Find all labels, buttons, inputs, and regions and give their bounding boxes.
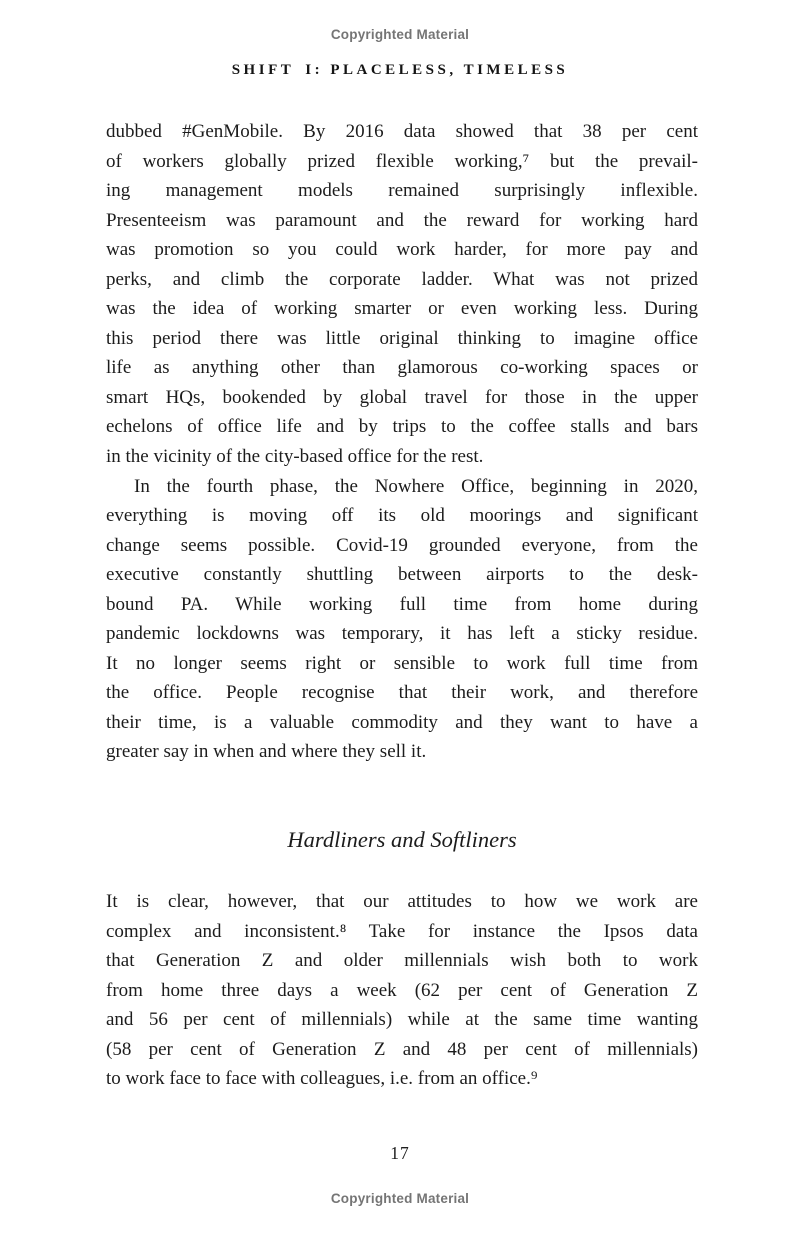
- text-line: of workers globally prized flexible working,⁷ but the prevail-: [106, 150, 698, 172]
- text-line: from home three days a week (62 per cent of Generation Z: [106, 979, 698, 1001]
- text-line: was the idea of working smarter or even working less. During: [106, 298, 698, 320]
- text-line: this period there was little original thinking to imagine office: [106, 327, 698, 349]
- text-line: dubbed #GenMobile. By 2016 data showed that 38 per cent: [106, 121, 698, 142]
- text-line: was promotion so you could work harder, for more pay and: [106, 239, 698, 261]
- paragraph: [106, 887, 698, 1094]
- paragraph: [106, 117, 698, 472]
- paragraph: [106, 472, 698, 767]
- text-line: and 56 per cent of millennials) while at the same time wanting: [106, 1009, 698, 1031]
- text-line: to work face to face with colleagues, i.e. from an office.⁹: [106, 1068, 538, 1090]
- text-line: their time, is a valuable commodity and they want to have a: [106, 711, 698, 733]
- text-line: In the fourth phase, the Nowhere Office, beginning in 2020,: [134, 475, 698, 497]
- section-heading: Hardliners and Softliners: [287, 827, 517, 853]
- text-line: change seems possible. Covid-19 grounded everyone, from the: [106, 534, 698, 556]
- text-line: perks, and climb the corporate ladder. What was not prized: [106, 268, 698, 290]
- body-text: [106, 117, 698, 1094]
- text-line: the office. People recognise that their work, and therefore: [106, 682, 698, 704]
- text-line: It is clear, however, that our attitudes to how we work are: [106, 891, 698, 913]
- text-line: executive constantly shuttling between airports to the desk-: [106, 564, 698, 586]
- text-line: life as anything other than glamorous co-working spaces or: [106, 357, 698, 379]
- copyright-notice-bottom: Copyrighted Material: [330, 1191, 470, 1206]
- page-number: 17: [390, 1143, 410, 1163]
- copyright-notice-top: Copyrighted Material: [330, 27, 470, 42]
- text-line: Presenteeism was paramount and the reward for working hard: [106, 209, 698, 231]
- text-line: (58 per cent of Generation Z and 48 per cent of millennials): [106, 1038, 698, 1060]
- text-line: everything is moving off its old moorings and significant: [106, 505, 698, 527]
- text-line: ing management models remained surprisingly inflexible.: [106, 180, 698, 202]
- text-line: bound PA. While working full time from home during: [106, 593, 698, 615]
- running-header: SHIFT I: PLACELESS, TIMELESS: [231, 62, 569, 78]
- text-line: complex and inconsistent.⁸ Take for instance the Ipsos data: [106, 920, 698, 942]
- text-line: smart HQs, bookended by global travel for those in the upper: [106, 386, 698, 408]
- text-line: in the vicinity of the city-based office for the rest.: [106, 446, 484, 468]
- text-line: that Generation Z and older millennials wish both to work: [106, 950, 698, 972]
- text-line: pandemic lockdowns was temporary, it has left a sticky residue.: [106, 623, 698, 645]
- text-line: greater say in when and where they sell it.: [106, 741, 427, 763]
- text-line: It no longer seems right or sensible to work full time from: [106, 652, 698, 674]
- text-line: echelons of office life and by trips to the coffee stalls and bars: [106, 416, 698, 438]
